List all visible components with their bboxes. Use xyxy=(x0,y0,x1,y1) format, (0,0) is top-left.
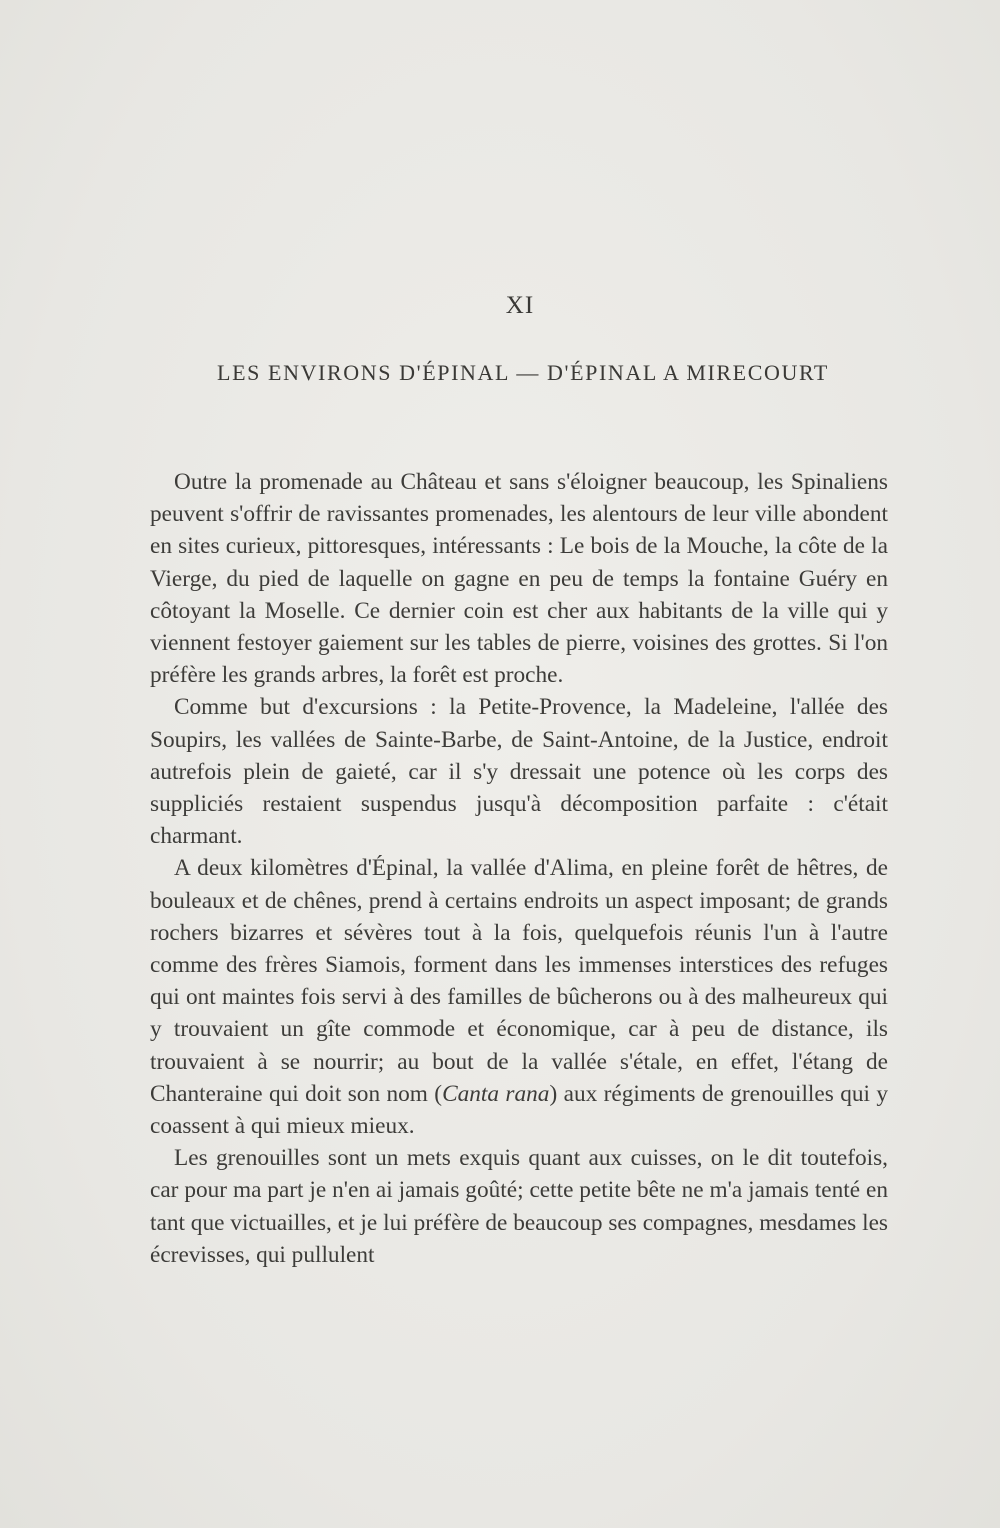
chapter-title: LES ENVIRONS D'ÉPINAL — D'ÉPINAL A MIRECOURT xyxy=(217,360,829,385)
paragraph-3-text-before: A deux kilomètres d'Épinal, la vallée d'Alima, en pleine forêt de hêtres, de bouleaux et de chênes, prend à certains endroits un aspect imposant; de grands rochers bizarres et sévères tout à la fois, quelquefois réunis l'un à l'autre comme des frères Siamois, forment dans les immenses interstices des refuges qui ont maintes fois servi à des familles de bûcherons ou à des malheureux qui y trouvaient un gîte commode et économique, car à peu de distance, ils trouvaient à se nourrir; au bout de la vallée s'étale, en effet, l'étang de Chanteraine qui doit son nom ( xyxy=(150,855,888,1107)
body-text xyxy=(150,466,888,1271)
paragraph-3-italic-latin: Canta rana xyxy=(442,1080,550,1107)
paragraph-4: Les grenouilles sont un mets exquis quant aux cuisses, on le dit toutefois, car pour ma part je n'en ai jamais goûté; cette petite bête ne m'a jamais tenté en tant que victuailles, et je lui préfère de beaucoup ses compagnes, mesdames les écrevisses, qui pullulent xyxy=(150,1145,888,1268)
paragraph-2: Comme but d'excursions : la Petite-Provence, la Madeleine, l'allée des Soupirs, les vallées de Sainte-Barbe, de Saint-Antoine, de la Justice, endroit autrefois plein de gaieté, car il s'y dressait une potence où les corps des suppliciés restaient suspendus jusqu'à décomposition parfaite : c'était charmant. xyxy=(150,694,888,850)
paragraph-3-text-after: ) aux régiments de grenouilles qui y coassent à qui mieux mieux. xyxy=(150,1080,888,1140)
chapter-number: XI xyxy=(505,292,535,319)
paragraph-1: Outre la promenade au Château et sans s'éloigner beaucoup, les Spinaliens peuvent s'offrir de ravissantes promenades, les alentours de leur ville abondent en sites curieux, pittoresques, intéressants : Le bois de la Mouche, la côte de la Vierge, du pied de laquelle on gagne en peu de temps la fontaine Guéry en côtoyant la Moselle. Ce dernier coin est cher aux habitants de la ville qui y viennent festoyer gaiement sur les tables de pierre, voisines des grottes. Si l'on préfère les grands arbres, la forêt est proche. xyxy=(150,469,888,689)
paragraph-3 xyxy=(150,852,888,1142)
